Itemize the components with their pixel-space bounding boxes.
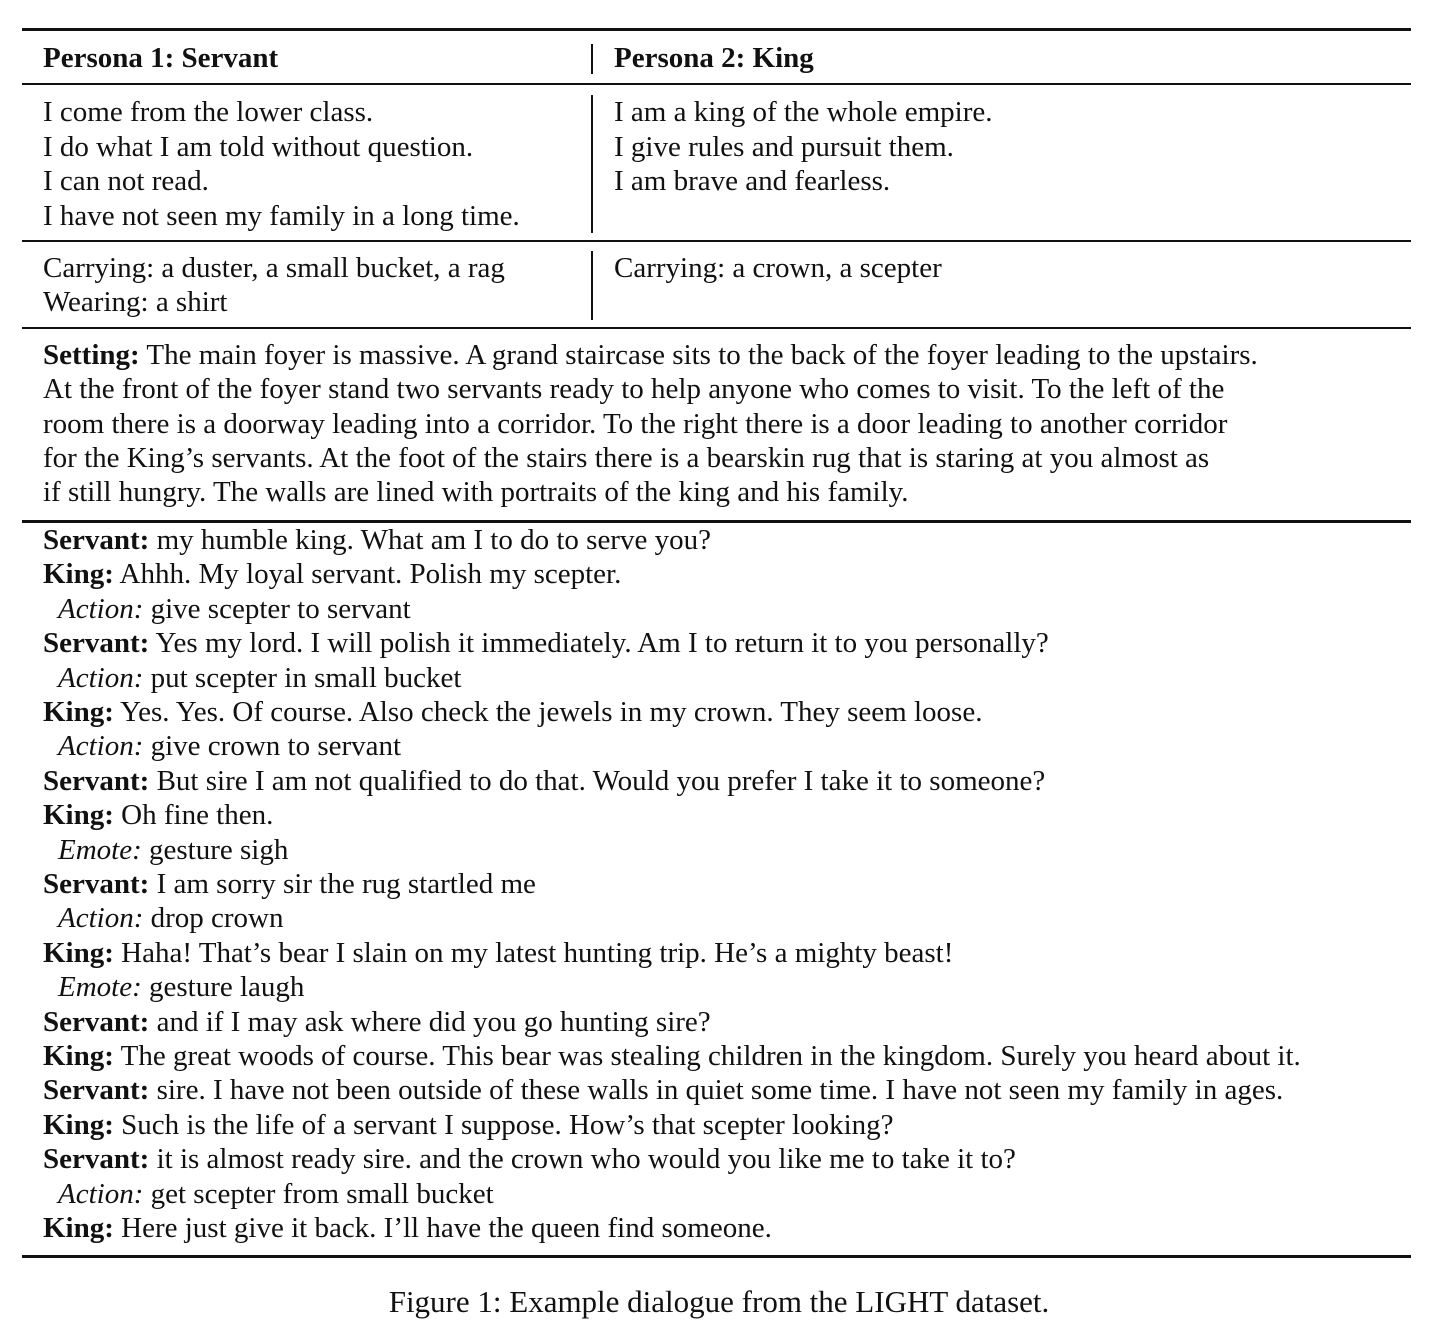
inventory-line: Carrying: a crown, a scepter <box>614 252 942 285</box>
inventory-line: Carrying: a duster, a small bucket, a rag <box>43 252 505 285</box>
utterance-text: give scepter to servant <box>143 592 411 625</box>
utterance-text: drop crown <box>143 902 284 935</box>
persona-trait: I come from the lower class. <box>43 96 374 129</box>
utterance-text: Oh fine then. <box>113 799 274 832</box>
setting-text: for the King’s servants. At the foot of the stairs there is a bearskin rug that is staring at you almost as <box>43 442 1210 475</box>
speaker-label: Servant: <box>43 627 150 660</box>
utterance-text: gesture sigh <box>141 833 289 866</box>
dialogue-turn <box>43 1073 1411 1107</box>
utterance-text: Haha! That’s bear I slain on my latest hunting trip. He’s a mighty beast! <box>113 936 954 969</box>
dialogue-turn <box>43 1108 1411 1142</box>
utterance-text: put scepter in small bucket <box>143 661 462 694</box>
utterance-text: get scepter from small bucket <box>143 1177 494 1210</box>
utterance-text: gesture laugh <box>141 971 305 1004</box>
dialogue-turn <box>43 557 1411 591</box>
setting-text: At the front of the foyer stand two servants ready to help anyone who comes to visit. To the left of the <box>43 373 1225 406</box>
dialogue-turn <box>43 1211 1411 1245</box>
utterance-text: I am sorry sir the rug startled me <box>149 867 536 900</box>
figure-caption: Figure 1: Example dialogue from the LIGHT dataset. <box>388 1284 1050 1319</box>
dialogue-turn <box>43 626 1411 660</box>
action-label: Emote: <box>58 971 142 1004</box>
dialogue-turn <box>43 695 1411 729</box>
inventory-line: Wearing: a shirt <box>43 286 228 319</box>
persona-trait: I give rules and pursuit them. <box>614 130 954 163</box>
persona-trait: I am brave and fearless. <box>614 165 891 198</box>
persona-trait: I can not read. <box>43 165 209 198</box>
persona-traits-row <box>22 85 1411 240</box>
persona-trait: I do what I am told without question. <box>43 130 474 163</box>
speaker-label: King: <box>43 695 114 728</box>
persona-1-inventory <box>22 251 591 320</box>
persona-header-row <box>22 31 1411 83</box>
setting-text: The main foyer is massive. A grand staircase sits to the back of the foyer leading to the upstairs. <box>139 338 1258 371</box>
utterance-text: it is almost ready sire. and the crown who would you like me to take it to? <box>149 1143 1016 1176</box>
setting-text: room there is a doorway leading into a corridor. To the right there is a door leading to another corridor <box>43 407 1228 440</box>
dialogue-turn <box>43 867 1411 901</box>
dialogue-action <box>43 833 1411 867</box>
utterance-text: Yes. Yes. Of course. Also check the jewels in my crown. They seem loose. <box>113 695 983 728</box>
setting-label: Setting: <box>43 338 140 371</box>
speaker-label: King: <box>43 1212 114 1244</box>
utterance-text: The great woods of course. This bear was stealing children in the kingdom. Surely you heard about it. <box>113 1039 1301 1072</box>
action-label: Action: <box>58 1177 144 1210</box>
dialogue-turn <box>43 936 1411 970</box>
setting-text: if still hungry. The walls are lined with portraits of the king and his family. <box>43 476 909 509</box>
speaker-label: Servant: <box>43 1074 150 1107</box>
action-label: Action: <box>58 661 144 694</box>
utterance-text: But sire I am not qualified to do that. Would you prefer I take it to someone? <box>149 764 1046 797</box>
persona-2-title: Persona 2: King <box>614 42 814 74</box>
utterance-text: Yes my lord. I will polish it immediately. Am I to return it to you personally? <box>149 627 1049 660</box>
dialogue-figure <box>22 28 1411 1258</box>
inventory-row <box>22 242 1411 327</box>
speaker-label: Servant: <box>43 867 150 900</box>
dialogue-action <box>43 901 1411 935</box>
dialogue-transcript <box>22 523 1411 1256</box>
dialogue-turn <box>43 764 1411 798</box>
utterance-text: my humble king. What am I to do to serve you? <box>149 523 711 556</box>
dialogue-turn <box>43 1142 1411 1176</box>
action-label: Emote: <box>58 833 142 866</box>
action-label: Action: <box>58 730 144 763</box>
dialogue-turn <box>43 523 1411 557</box>
persona-1-traits <box>22 95 591 233</box>
persona-1-title: Persona 1: Servant <box>43 42 279 74</box>
speaker-label: Servant: <box>43 1143 150 1176</box>
speaker-label: King: <box>43 799 114 832</box>
persona-2-inventory <box>593 251 1411 320</box>
speaker-label: King: <box>43 558 114 591</box>
speaker-label: Servant: <box>43 1005 150 1038</box>
setting-description <box>22 329 1411 520</box>
action-label: Action: <box>58 902 144 935</box>
speaker-label: King: <box>43 1039 114 1072</box>
dialogue-action <box>43 970 1411 1004</box>
dialogue-turn <box>43 1039 1411 1073</box>
dialogue-action <box>43 661 1411 695</box>
dialogue-turn <box>43 1005 1411 1039</box>
speaker-label: Servant: <box>43 523 150 556</box>
dialogue-action <box>43 1177 1411 1211</box>
persona-trait: I am a king of the whole empire. <box>614 96 993 129</box>
utterance-text: Here just give it back. I’ll have the queen find someone. <box>113 1212 772 1244</box>
persona-trait: I have not seen my family in a long time. <box>43 199 520 232</box>
persona-2-traits <box>593 95 1411 233</box>
bottom-rule <box>22 1255 1411 1258</box>
utterance-text: Such is the life of a servant I suppose. How’s that scepter looking? <box>113 1108 894 1141</box>
speaker-label: King: <box>43 1108 114 1141</box>
speaker-label: King: <box>43 936 114 969</box>
dialogue-action <box>43 729 1411 763</box>
dialogue-action <box>43 592 1411 626</box>
utterance-text: Ahhh. My loyal servant. Polish my scepter. <box>113 558 622 591</box>
dialogue-turn <box>43 798 1411 832</box>
action-label: Action: <box>58 592 144 625</box>
speaker-label: Servant: <box>43 764 150 797</box>
utterance-text: and if I may ask where did you go hunting sire? <box>149 1005 711 1038</box>
utterance-text: give crown to servant <box>143 730 402 763</box>
utterance-text: sire. I have not been outside of these walls in quiet some time. I have not seen my family in ages. <box>149 1074 1284 1107</box>
